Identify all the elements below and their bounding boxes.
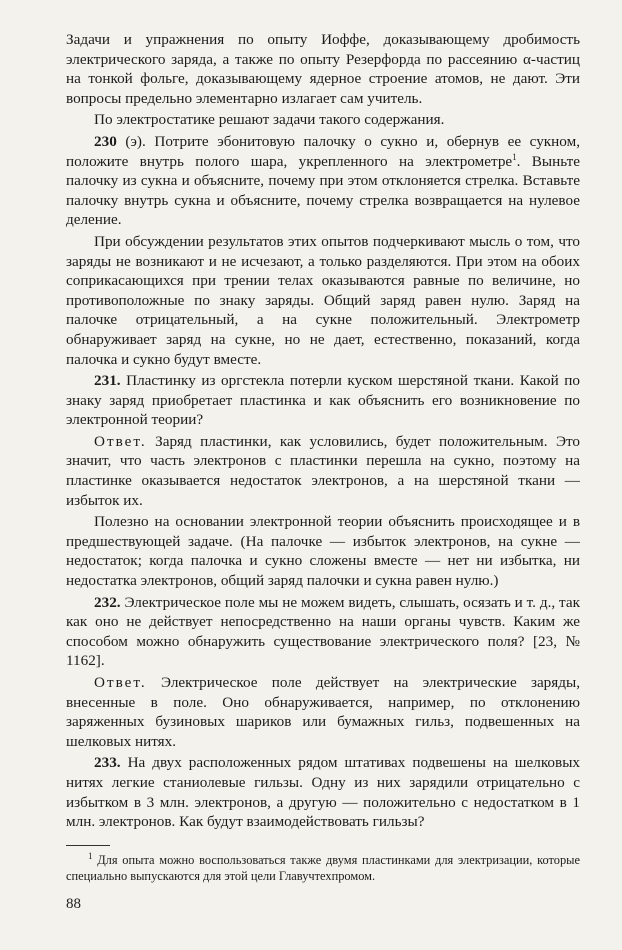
problem-number: 230 xyxy=(94,132,117,150)
problem-number: 232. xyxy=(94,593,121,611)
paragraph-intro: Задачи и упражнения по опыту Иоффе, доказывающему дробимость электрического заряда, а также по опыту Резерфорда по рассеянию α-частиц на тонкой фольге, доказывающему ядерное строение атомов, не дают. Эти вопросы предельно элементарно излагает сам учитель. xyxy=(66,31,580,107)
problem-232 xyxy=(66,593,580,671)
problem-number: 231. xyxy=(94,372,121,390)
footnote xyxy=(66,852,580,884)
answer-232 xyxy=(66,673,580,751)
problem-text: На двух расположенных рядом штативах подвешены на шелковых нитях легкие станиолевые гильзы. Одну из них зарядили отрицательно с избытком в 3 млн. электронов, а другую — положительно с недостатком в 1 млн. электронов. Как будут взаимодействовать гильзы? xyxy=(66,754,580,831)
answer-text: Заряд пластинки, как условились, будет положительным. Это значит, что часть электронов с пластинки перешла на сукно, поэтому на пластинке оказывается недостаток электронов, а на шерстяной ткани — избыток их. xyxy=(66,432,581,509)
paragraph-electrostatics: По электростатике решают задачи такого содержания. xyxy=(94,111,445,129)
main-text xyxy=(66,30,580,834)
footnote-mark: 1 xyxy=(88,850,93,861)
answer-text: Электрическое поле действует на электрические заряды, внесенные в поле. Оно обнаруживается, например, по отклонению заряженных бузиновых шариков или бумажных гильз, подвешенных на шелковых нитях. xyxy=(66,674,580,750)
problem-text: Электрическое поле мы не можем видеть, слышать, осязать и т. д., так как оно не действует непосредственно на наши органы чувств. Каким же способом можно обнаружить существование электрического поля? [23, № 1162]. xyxy=(66,593,580,670)
answer-label: Ответ. xyxy=(94,674,147,691)
problem-231 xyxy=(66,371,580,430)
problem-233 xyxy=(66,753,580,831)
paragraph-discussion: При обсуждении результатов этих опытов подчеркивают мысль о том, что заряды не возникают и не исчезают, а только разделяются. При этом на обоих соприкасающихся при трении телах оказываются равные по величине, но противоположные по знаку заряды. Общий заряд равен нулю. Заряд на палочке отрицательный, а на сукне положительный. Электрометр обнаруживает заряд на сукне, но не дает, естественно, показаний, когда палочка и сукно будут вместе. xyxy=(66,232,580,368)
page-number: 88 xyxy=(66,896,81,912)
footnote-mark: 1 xyxy=(512,151,517,162)
problem-number: 233. xyxy=(94,754,121,772)
footnote-divider xyxy=(66,845,110,846)
footnote-text: Для опыта можно воспользоваться также двумя пластинками для электризации, которые специально выпускаются для этой цели Главучтехпромом. xyxy=(66,853,580,883)
answer-231 xyxy=(66,432,580,510)
problem-text: Пластинку из оргстекла потерли куском шерстяной ткани. Какой по знаку заряд приобретает пластинка и как объяснить его возникновение по электронной теории? xyxy=(66,372,580,429)
paragraph-explanation: Полезно на основании электронной теории объяснить происходящее и в предшествующей задаче. (На палочке — избыток электронов, на сукне — недостаток; когда палочка и сукно сложены вместе — нет ни избытка, ни недостатка электронов, общий заряд палочки и сукна равен нулю.) xyxy=(66,513,580,590)
answer-label: Ответ. xyxy=(94,432,147,450)
problem-text: (э). Потрите эбонитовую палочку о сукно и, обернув ее сукном, положите внутрь полого шара, укрепленного на электрометре xyxy=(66,132,581,170)
problem-230 xyxy=(66,132,580,230)
problem-text-cont: . Выньте палочку из сукна и объясните, почему при этом отклоняется стрелка. Вставьте палочку внутрь сукна и объясните, почему стрелка возвращается на нулевое деление. xyxy=(66,152,580,229)
